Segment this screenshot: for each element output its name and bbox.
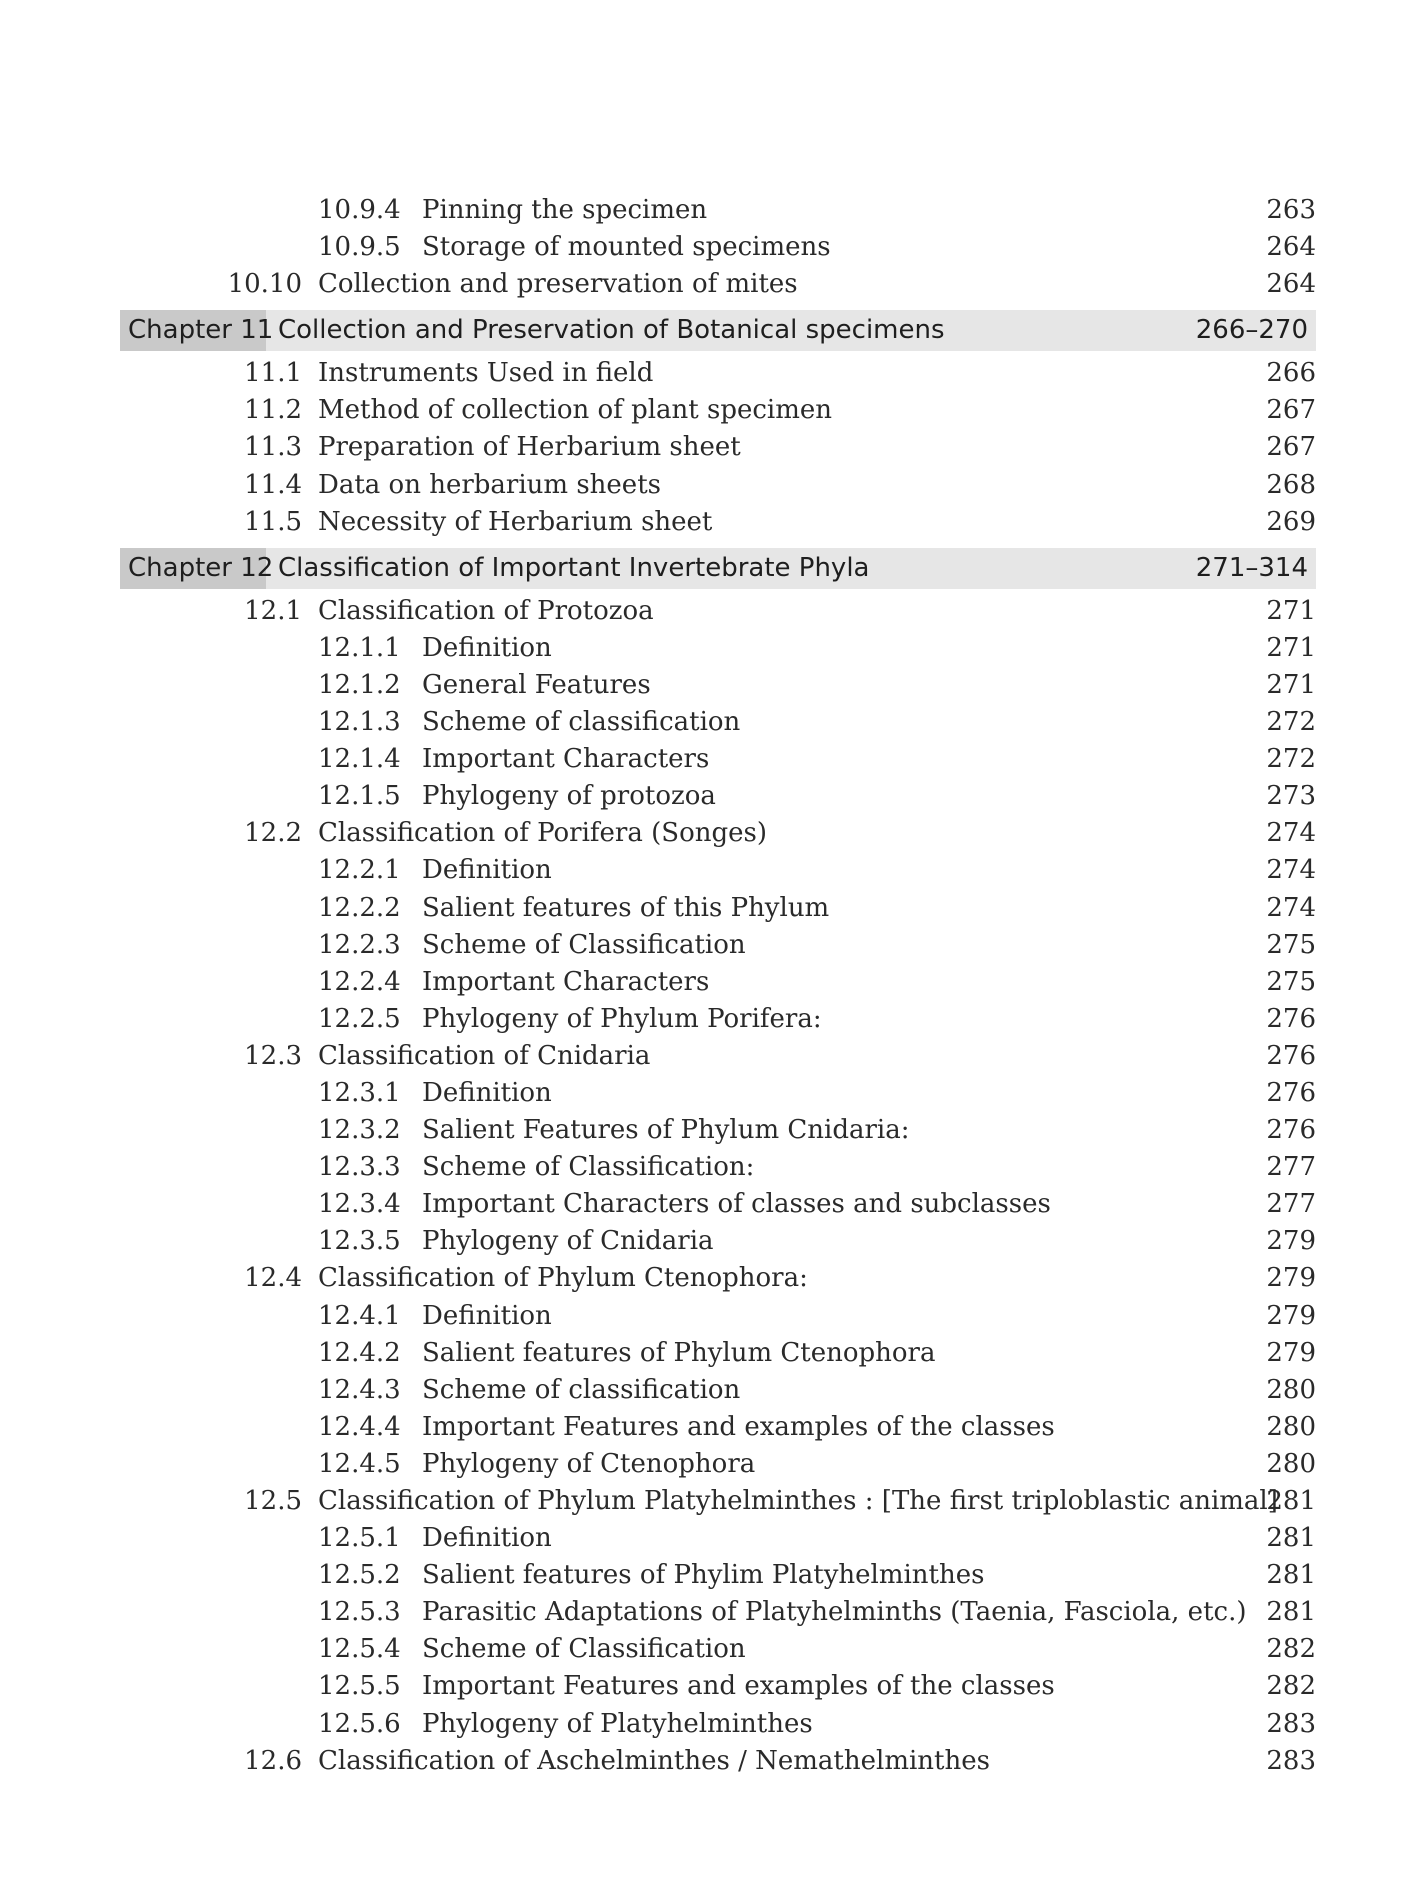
entry-page-number: 280 (1266, 1374, 1316, 1405)
entry-page-number: 271 (1266, 632, 1316, 663)
entry-page-number: 282 (1266, 1634, 1316, 1665)
entry-title: Phylogeny of Ctenophora (422, 1448, 756, 1479)
entry-number: 12.1.3 (318, 707, 401, 738)
toc-subsection-entry (120, 1668, 1316, 1705)
entry-page-number: 274 (1266, 818, 1316, 849)
entry-page-number: 271 (1266, 595, 1316, 626)
entry-title: Scheme of classification (422, 707, 741, 738)
entry-page-number: 268 (1266, 469, 1316, 500)
toc-subsection-entry (120, 1112, 1316, 1149)
toc-subsection-entry (120, 927, 1316, 964)
entry-number: 12.5.6 (318, 1708, 401, 1739)
toc-subsection-entry (120, 1594, 1316, 1631)
toc-subsection-entry (120, 1409, 1316, 1446)
entry-page-number: 276 (1266, 1115, 1316, 1146)
entry-page-number: 274 (1266, 855, 1316, 886)
entry-number: 12.1.1 (318, 632, 401, 663)
entry-page-number: 267 (1266, 395, 1316, 426)
toc-subsection-entry (120, 630, 1316, 667)
toc-subsection-entry (120, 1557, 1316, 1594)
entry-number: 12.5.5 (318, 1671, 401, 1702)
entry-number: 12.5 (244, 1486, 302, 1516)
toc-section-entry (120, 1260, 1316, 1297)
entry-number: 12.2.5 (318, 1003, 401, 1034)
chapter-label: Chapter 11 (120, 310, 266, 351)
entry-number: 12.5.2 (318, 1560, 401, 1591)
entry-title: Classification of Phylum Ctenophora: (318, 1263, 808, 1294)
entry-page-number: 276 (1266, 1077, 1316, 1108)
entry-number: 12.3.2 (318, 1115, 401, 1146)
entry-title: Classification of Aschelminthes / Nemathelminthes (318, 1745, 990, 1776)
entry-number: 12.3.3 (318, 1152, 401, 1183)
toc-subsection-entry (120, 778, 1316, 815)
entry-page-number: 277 (1266, 1189, 1316, 1220)
chapter-page-range: 266–270 (1195, 315, 1308, 346)
toc-subsection-entry (120, 1223, 1316, 1260)
entry-page-number: 272 (1266, 744, 1316, 775)
toc-subsection-entry (120, 964, 1316, 1001)
entry-number: 12.3 (244, 1040, 302, 1071)
entry-title: Salient features of Phylim Platyhelminthes (422, 1560, 985, 1591)
entry-number: 12.2.4 (318, 966, 401, 997)
toc-subsection-entry (120, 852, 1316, 889)
entry-number: 12.4 (244, 1263, 302, 1294)
entry-number: 11.4 (244, 469, 302, 500)
entry-page-number: 273 (1266, 781, 1316, 812)
entry-page-number: 274 (1266, 892, 1316, 923)
entry-number: 12.2.1 (318, 855, 401, 886)
entry-page-number: 276 (1266, 1003, 1316, 1034)
entry-title: Preparation of Herbarium sheet (318, 432, 741, 463)
entry-title: Data on herbarium sheets (318, 469, 661, 500)
entry-page-number: 277 (1266, 1152, 1316, 1183)
entry-title: Definition (422, 1300, 552, 1331)
entry-title: Important Characters of classes and subclasses (422, 1189, 1051, 1220)
entry-title: Important Features and examples of the classes (422, 1411, 1055, 1442)
entry-page-number: 275 (1266, 966, 1316, 997)
entry-page-number: 269 (1266, 506, 1316, 537)
entry-title: Classification of Protozoa (318, 595, 654, 626)
entry-number: 12.5.3 (318, 1597, 401, 1628)
toc-section-entry (120, 266, 1316, 303)
chapter-title: Collection and Preservation of Botanical specimens (278, 315, 945, 346)
entry-number: 12.4.3 (318, 1374, 401, 1405)
entry-page-number: 264 (1266, 269, 1316, 300)
toc-subsection-entry (120, 1372, 1316, 1409)
entry-page-number: 279 (1266, 1300, 1316, 1331)
toc-subsection-entry (120, 1001, 1316, 1038)
toc-subsection-entry (120, 1075, 1316, 1112)
entry-page-number: 266 (1266, 358, 1316, 389)
toc-subsection-entry (120, 1520, 1316, 1557)
toc-subsection-entry (120, 1186, 1316, 1223)
entry-page-number: 263 (1266, 195, 1316, 225)
entry-number: 11.5 (244, 506, 302, 537)
entry-page-number: 283 (1266, 1745, 1316, 1776)
entry-title: Scheme of Classification (422, 1634, 746, 1665)
entry-number: 12.3.4 (318, 1189, 401, 1220)
entry-title: Collection and preservation of mites (318, 269, 798, 300)
entry-page-number: 283 (1266, 1708, 1316, 1739)
chapter-label: Chapter 12 (120, 548, 266, 589)
entry-title: Scheme of classification (422, 1374, 741, 1405)
entry-number: 10.9.5 (318, 232, 401, 263)
entry-title: Storage of mounted specimens (422, 232, 831, 263)
entry-title: Pinning the specimen (422, 195, 708, 225)
toc-subsection-entry (120, 1446, 1316, 1483)
entry-number: 12.1.2 (318, 669, 401, 700)
entry-title: Important Characters (422, 744, 710, 775)
entry-title: Instruments Used in field (318, 358, 654, 389)
entry-title: Salient Features of Phylum Cnidaria: (422, 1115, 910, 1146)
entry-page-number: 264 (1266, 232, 1316, 263)
entry-title: General Features (422, 669, 651, 700)
chapter-title: Classification of Important Invertebrate Phyla (278, 552, 870, 583)
entry-title: Scheme of Classification (422, 929, 746, 960)
entry-title: Classification of Phylum Platyhelminthes : [The first triploblastic animal] (318, 1486, 1278, 1516)
toc-section-entry (120, 504, 1316, 541)
entry-number: 12.4.1 (318, 1300, 401, 1331)
entry-title: Method of collection of plant specimen (318, 395, 833, 426)
entry-number: 12.2.3 (318, 929, 401, 960)
toc-section-entry (120, 1483, 1316, 1520)
toc-subsection-entry (120, 192, 1316, 229)
entry-title: Phylogeny of Platyhelminthes (422, 1708, 813, 1739)
toc-subsection-entry (120, 1335, 1316, 1372)
entry-title: Classification of Porifera (Songes) (318, 818, 767, 849)
chapter-heading (120, 310, 1316, 351)
entry-number: 12.5.1 (318, 1523, 401, 1554)
entry-title: Definition (422, 855, 552, 886)
toc-subsection-entry (120, 667, 1316, 704)
entry-page-number: 280 (1266, 1448, 1316, 1479)
toc-subsection-entry (120, 1631, 1316, 1668)
entry-title: Phylogeny of Cnidaria (422, 1226, 714, 1257)
entry-number: 11.1 (244, 358, 302, 389)
entry-number: 12.4.2 (318, 1337, 401, 1368)
entry-number: 12.2 (244, 818, 302, 849)
toc-section-entry (120, 355, 1316, 392)
toc-section-entry (120, 392, 1316, 429)
toc-subsection-entry (120, 704, 1316, 741)
entry-title: Definition (422, 1077, 552, 1108)
entry-number: 12.4.5 (318, 1448, 401, 1479)
entry-title: Necessity of Herbarium sheet (318, 506, 713, 537)
toc-subsection-entry (120, 1149, 1316, 1186)
entry-title: Important Features and examples of the classes (422, 1671, 1055, 1702)
entry-page-number: 281 (1266, 1560, 1316, 1591)
entry-number: 12.3.5 (318, 1226, 401, 1257)
entry-number: 12.5.4 (318, 1634, 401, 1665)
entry-number: 12.6 (244, 1745, 302, 1776)
entry-title: Important Characters (422, 966, 710, 997)
entry-page-number: 267 (1266, 432, 1316, 463)
entry-number: 11.2 (244, 395, 302, 426)
toc-section-entry (120, 593, 1316, 630)
toc-section-entry (120, 1038, 1316, 1075)
chapter-heading (120, 548, 1316, 589)
toc-subsection-entry (120, 1298, 1316, 1335)
entry-title: Salient features of this Phylum (422, 892, 830, 923)
entry-title: Phylogeny of protozoa (422, 781, 716, 812)
entry-page-number: 279 (1266, 1263, 1316, 1294)
entry-page-number: 272 (1266, 707, 1316, 738)
toc-subsection-entry (120, 1706, 1316, 1743)
entry-number: 12.3.1 (318, 1077, 401, 1108)
entry-page-number: 275 (1266, 929, 1316, 960)
entry-page-number: 281 (1266, 1597, 1316, 1628)
entry-page-number: 279 (1266, 1226, 1316, 1257)
entry-title: Phylogeny of Phylum Porifera: (422, 1003, 822, 1034)
entry-page-number: 279 (1266, 1337, 1316, 1368)
toc-subsection-entry (120, 741, 1316, 778)
entry-number: 12.4.4 (318, 1411, 401, 1442)
table-of-contents (120, 192, 1316, 1780)
entry-title: Parasitic Adaptations of Platyhelminths (Taenia, Fasciola, etc.) (422, 1597, 1247, 1628)
entry-page-number: 271 (1266, 669, 1316, 700)
entry-page-number: 281 (1266, 1523, 1316, 1554)
toc-subsection-entry (120, 890, 1316, 927)
chapter-page-range: 271–314 (1195, 552, 1308, 583)
entry-page-number: 281 (1266, 1486, 1316, 1516)
entry-number: 12.1.4 (318, 744, 401, 775)
toc-section-entry (120, 815, 1316, 852)
entry-title: Definition (422, 632, 552, 663)
entry-title: Salient features of Phylum Ctenophora (422, 1337, 936, 1368)
entry-title: Classification of Cnidaria (318, 1040, 651, 1071)
entry-number: 11.3 (244, 432, 302, 463)
toc-section-entry (120, 429, 1316, 466)
entry-number: 12.1 (244, 595, 302, 626)
entry-number: 12.1.5 (318, 781, 401, 812)
entry-title: Scheme of Classification: (422, 1152, 755, 1183)
entry-number: 10.9.4 (318, 195, 401, 225)
entry-number: 12.2.2 (318, 892, 401, 923)
entry-page-number: 282 (1266, 1671, 1316, 1702)
toc-section-entry (120, 467, 1316, 504)
entry-number: 10.10 (227, 269, 302, 300)
toc-section-entry (120, 1743, 1316, 1780)
entry-title: Definition (422, 1523, 552, 1554)
entry-page-number: 276 (1266, 1040, 1316, 1071)
entry-page-number: 280 (1266, 1411, 1316, 1442)
toc-subsection-entry (120, 229, 1316, 266)
